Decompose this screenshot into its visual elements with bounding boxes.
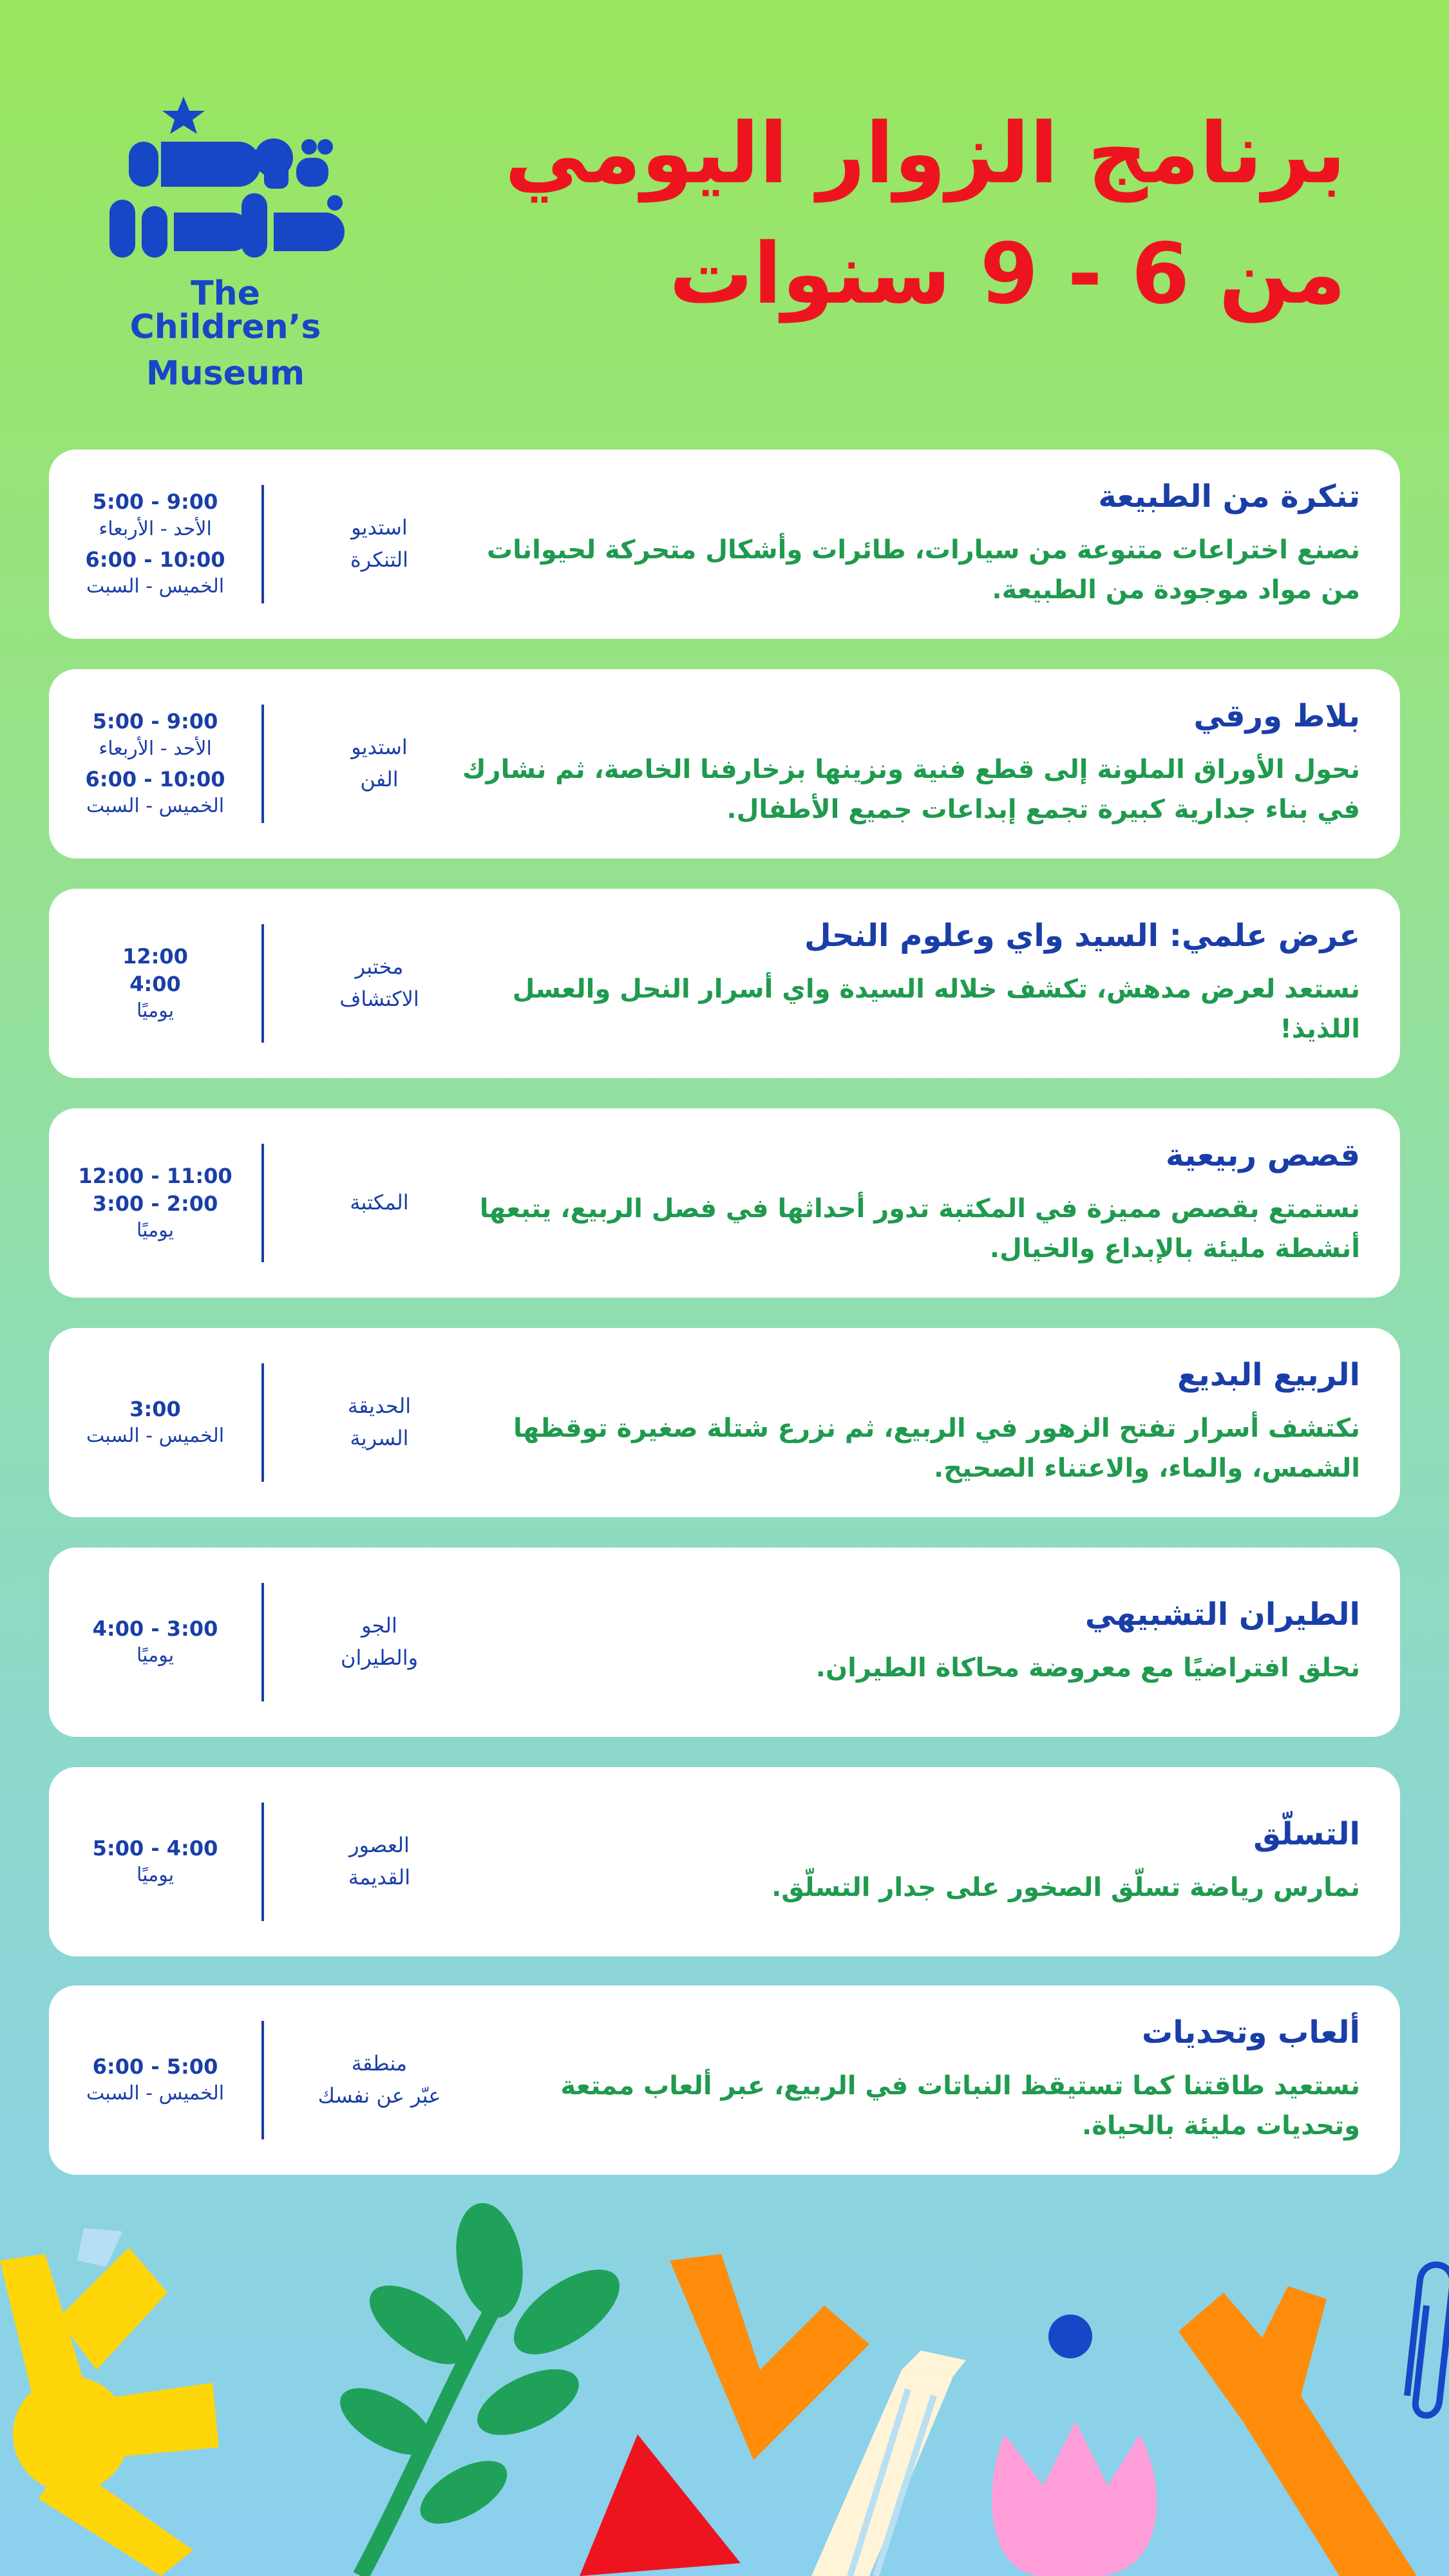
- activity-location: المكتبة: [350, 1190, 409, 1215]
- divider: [261, 1363, 264, 1482]
- logo-english-line2: Museum: [146, 354, 305, 393]
- schedule-time: 12:00 - 11:00: [78, 1163, 232, 1188]
- paperclip-icon: [1407, 2265, 1449, 2416]
- divider: [261, 924, 264, 1043]
- activity-location: مختبر الاكتشاف: [339, 954, 419, 1011]
- activity-location: الجو والطيران: [340, 1613, 419, 1670]
- activity-schedule: [49, 1767, 261, 1956]
- schedule-days: يوميًا: [136, 999, 175, 1022]
- divider: [261, 485, 264, 603]
- activity-card: [49, 889, 1400, 1078]
- activity-description: نستعيد طاقتنا كما تستيقظ النباتات في الربيع، عبر ألعاب ممتعة وتحديات مليئة بالحياة.: [560, 2070, 1360, 2141]
- schedule-time: 6:00 - 10:00: [85, 547, 225, 572]
- schedule-time: 12:00: [122, 943, 188, 969]
- schedule-time: 6:00 - 10:00: [85, 767, 225, 791]
- activity-schedule: [49, 889, 261, 1078]
- schedule-days: يوميًا: [136, 1644, 175, 1667]
- activity-card: [49, 1767, 1400, 1956]
- schedule-days: الخميس - السبت: [86, 575, 225, 598]
- activity-description: نكتشف أسرار تفتح الزهور في الربيع، ثم نزرع شتلة صغيرة توقظها الشمس، والماء، والاعتناء الصحيح.: [513, 1413, 1360, 1483]
- age-range-title: من 6 - 9 سنوات: [668, 224, 1346, 323]
- activity-card: [49, 669, 1400, 858]
- divider: [261, 1144, 264, 1262]
- page-header: [380, 104, 1346, 350]
- activity-schedule: [49, 1985, 261, 2175]
- activity-card: [49, 1985, 1400, 2175]
- activity-schedule: [49, 1328, 261, 1517]
- blue-dot-icon: [1048, 2315, 1092, 2358]
- activity-description: نستمتع بقصص مميزة في المكتبة تدور أحداثها في فصل الربيع، يتبعها أنشطة مليئة بالإبداع والخيال.: [479, 1193, 1360, 1264]
- activity-title: قصص ربيعية: [1166, 1137, 1360, 1174]
- activity-schedule: [49, 450, 261, 639]
- activity-title: التسلّق: [1253, 1816, 1360, 1853]
- activity-schedule: [49, 669, 261, 858]
- green-plant-icon: [330, 2198, 634, 2576]
- orange-hand-icon: [1179, 2286, 1417, 2576]
- schedule-days: الأحد - الأربعاء: [99, 737, 212, 760]
- schedule-days: الخميس - السبت: [86, 1425, 225, 1448]
- activity-description: نحلق افتراضيًا مع معروضة محاكاة الطيران.: [815, 1653, 1360, 1683]
- page-title: برنامج الزوار اليومي: [504, 104, 1346, 202]
- schedule-time: 5:00 - 9:00: [92, 709, 218, 734]
- divider: [261, 1803, 264, 1921]
- schedule-time: 5:00 - 9:00: [92, 489, 218, 515]
- activity-title: ألعاب وتحديات: [1142, 2014, 1360, 2051]
- activity-description: نحول الأوراق الملونة إلى قطع فنية ونزينها بزخارفنا الخاصة، ثم نشارك في بناء جدارية كبيرة تجمع إبداعات جميع الأطفال.: [462, 754, 1360, 824]
- childrens-museum-logo: [97, 97, 354, 393]
- schedule-days: الخميس - السبت: [86, 2082, 225, 2105]
- activity-card: [49, 1328, 1400, 1517]
- schedule-time: 4:00: [129, 971, 181, 996]
- activity-title: الطيران التشبيهي: [1084, 1596, 1360, 1633]
- activity-schedule: [49, 1108, 261, 1298]
- activity-card: [49, 1548, 1400, 1737]
- activity-location: الحديقة السرية: [347, 1394, 412, 1450]
- schedule-time: 4:00 - 3:00: [92, 1616, 218, 1642]
- orange-chevron-icon: [670, 2254, 869, 2460]
- schedule-time: 5:00 - 4:00: [92, 1836, 218, 1861]
- yellow-starburst-icon: [0, 2248, 219, 2576]
- activity-title: تنكرة من الطبيعة: [1098, 478, 1360, 515]
- activity-location: استديو التنكرة: [350, 515, 409, 572]
- logo-arabic-mark-icon: [103, 97, 348, 264]
- activity-location: منطقة عبّر عن نفسك: [317, 2051, 441, 2108]
- activity-description: نصنع اختراعات متنوعة من سيارات، طائرات وأشكال متحركة لحيوانات من مواد موجودة من الطبيعة.: [486, 535, 1360, 605]
- activity-title: الربيع البديع: [1177, 1357, 1360, 1394]
- divider: [261, 1583, 264, 1701]
- activity-title: عرض علمي: السيد واي وعلوم النحل: [804, 918, 1360, 954]
- schedule-time: 6:00 - 5:00: [92, 2054, 218, 2079]
- schedule-time: 3:00 - 2:00: [92, 1191, 218, 1216]
- red-triangle-icon: [580, 2434, 741, 2576]
- activity-card: [49, 450, 1400, 639]
- divider: [261, 705, 264, 823]
- divider: [261, 2021, 264, 2139]
- schedule-days: يوميًا: [136, 1218, 175, 1242]
- activity-description: نستعد لعرض مدهش، تكشف خلاله السيدة واي أسرار النحل والعسل اللذيذ!: [512, 974, 1360, 1044]
- activity-description: نمارس رياضة تسلّق الصخور على جدار التسلّق.: [772, 1872, 1360, 1902]
- activity-title: بلاط ورقي: [1193, 698, 1360, 735]
- schedule-time: 3:00: [129, 1397, 181, 1422]
- schedule-days: الأحد - الأربعاء: [99, 517, 212, 540]
- activity-location: استديو الفن: [351, 735, 408, 791]
- pencil-icon: [811, 2351, 966, 2576]
- pink-tulip-icon: [992, 2421, 1157, 2576]
- schedule-days: الخميس - السبت: [86, 795, 225, 818]
- activity-location: العصور القديمة: [348, 1833, 411, 1889]
- decorative-shapes: [0, 2190, 1449, 2576]
- schedule-days: يوميًا: [136, 1864, 175, 1887]
- logo-english-line1: The Children’s: [129, 274, 321, 346]
- activity-card: [49, 1108, 1400, 1298]
- activity-schedule: [49, 1548, 261, 1737]
